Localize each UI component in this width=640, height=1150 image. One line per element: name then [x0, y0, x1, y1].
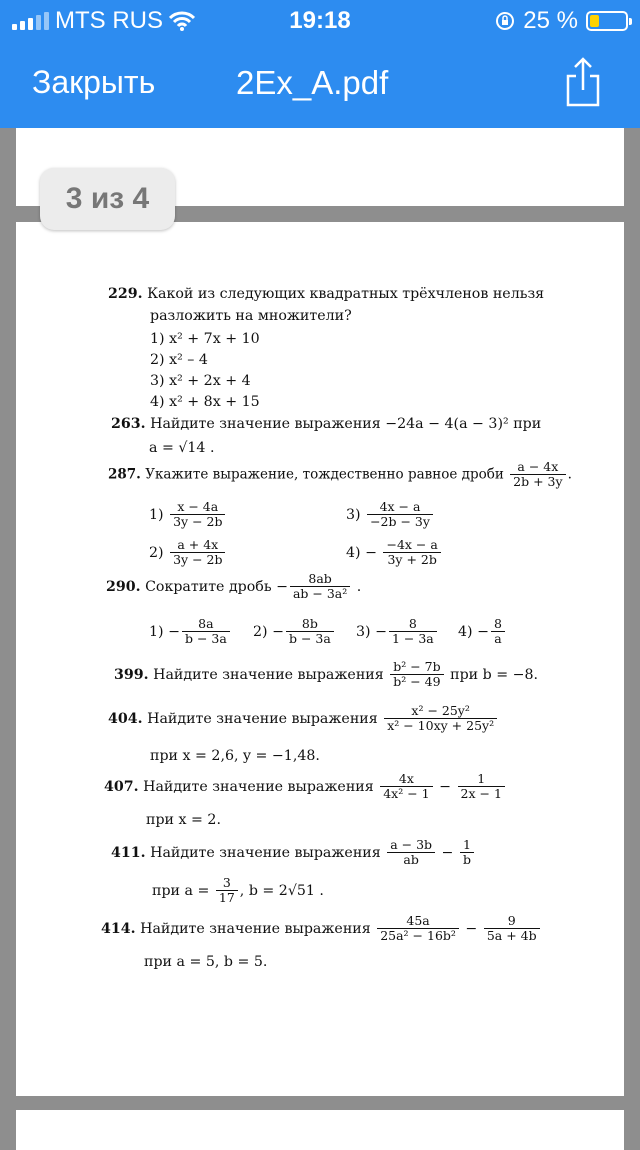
fraction-denominator: 5a + 4b [486, 928, 537, 944]
problem-number: 229. [108, 286, 143, 302]
answer-option: 3) x² + 2x + 4 [150, 373, 251, 389]
battery-percent: 25 % [523, 7, 578, 34]
clock: 19:18 [289, 7, 351, 34]
fraction-numerator: 8 [389, 617, 437, 632]
fraction-numerator: x² − 25y² [384, 704, 497, 719]
problem-text: Найдите значение выражения −24a − 4(a − 3)² при [150, 416, 542, 432]
option-label: 3) − [356, 623, 387, 640]
battery-fill [590, 15, 599, 27]
problem-number: 414. [101, 920, 136, 937]
problem-text: Найдите значение выражения [143, 778, 374, 795]
status-bar [0, 0, 640, 40]
fraction-numerator: 8 [491, 617, 505, 632]
option-label: 1) [149, 506, 164, 523]
option-label: 2) [149, 544, 164, 561]
next-page[interactable] [16, 1110, 624, 1150]
fraction-numerator: 8a [182, 617, 230, 632]
option-label: 4) − [346, 544, 377, 561]
fraction-numerator: 1 [460, 838, 474, 853]
problem-number: 263. [111, 416, 146, 432]
problem-number: 404. [108, 710, 143, 727]
fraction-denominator: ab [403, 852, 419, 868]
nav-bar [0, 40, 640, 128]
pdf-page[interactable]: 229. Какой из следующих квадратных трёхчленов нельзя разложить на множители? 1) x² + 7x + 10 2) x² – 4 3) x² + 2x + 4 4) x² + 8x + 15 263. Найдите значение выражения −24a − 4(a − 3)² при a = √14 . 287. Укажите выражение, тождественно равное дроби $\frac{a - 4x}{2b + 3y}$ . 1) $\frac{x - 4a}{3y - 2b}$ 3) $\frac{4x - a}{-2b - 3y}$ 2) $\frac{a + 4x}{3y - 2b}$ 4) − $\frac{-4x - a}{3y + 2b}$ 290. Сократите дробь − $\frac{8ab}{\text{ab − 3a²}}$ . 1) − $\frac{8a}{b - 3a}$ 2) − $\frac{8b}{b - 3a}$ 3) − $\frac{8}{1 - 3a}$ 4) − $\frac{8}{a}$ 399. Найдите значение выражения $\frac{\text{b² − 7b}}{\text{b² − 49}}$ при b = −8. 404. Найдите значение выражения $\frac{\text{x² − 25y²}}{\text{x² − 10xy + 25y²}}$ при x = 2,6, y = −1,48. 407. Найдите значение выражения $\frac{4x}{\text{4x² − 1}}$ − $\frac{1}{2x - 1}$ при x = 2. 411. Найдите значение выражения $\frac{a - 3b}{ab}$ − $\frac{1}{b}$ при a = $\frac{3}{17}$ , b = 2√51 . 414. Найдите значение выражения $\frac{45a}{\text{25a² − 16b²}}$ − $\frac{9}{5a + 4b}$ при a = 5, b = 5. [16, 222, 624, 1096]
problem-text: Какой из следующих квадратных трёхчленов нельзя [147, 286, 545, 302]
carrier-name: MTS RUS [55, 7, 163, 34]
battery-icon [586, 11, 628, 31]
problem-condition: a = √14 . [149, 440, 215, 456]
problem-text: разложить на множители? [150, 308, 352, 324]
fraction-numerator: b² − 7b [390, 660, 443, 675]
problem-number: 287. [108, 466, 141, 483]
fraction-numerator: 8b [286, 617, 334, 632]
fraction-numerator: x − 4a [170, 500, 225, 515]
problem-condition: , b = 2√51 . [239, 882, 324, 899]
orientation-lock-icon [495, 11, 515, 31]
fraction-denominator: 17 [218, 890, 235, 906]
problem-condition: при a = [152, 882, 210, 899]
answer-option: 2) x² – 4 [150, 352, 208, 368]
fraction-numerator: 9 [484, 914, 540, 929]
fraction-denominator: b − 3a [184, 631, 227, 647]
fraction-numerator: a − 3b [387, 838, 435, 853]
option-label: 1) − [149, 623, 180, 640]
fraction-denominator: 1 − 3a [391, 631, 434, 647]
fraction-denominator: 4x² − 1 [383, 786, 430, 802]
option-label: 2) − [253, 623, 284, 640]
fraction-denominator: 3y − 2b [173, 514, 223, 530]
close-button[interactable]: Закрыть [32, 64, 156, 100]
fraction-numerator: a − 4x [510, 460, 565, 475]
fraction-numerator: a + 4x [170, 538, 225, 553]
fraction-numerator: 4x [380, 772, 432, 787]
fraction-denominator: 3y + 2b [387, 552, 437, 568]
problem-text: Найдите значение выражения [150, 844, 381, 861]
problem-text: Найдите значение выражения [147, 710, 378, 727]
answer-option: 1) x² + 7x + 10 [150, 331, 260, 347]
problem-text: Укажите выражение, тождественно равное дроби [145, 466, 504, 483]
option-label: 3) [346, 506, 361, 523]
fraction-denominator: 2b + 3y [513, 474, 563, 490]
fraction-denominator: x² − 10xy + 25y² [387, 718, 495, 734]
fraction-denominator: −2b − 3y [370, 514, 430, 530]
fraction-denominator: b [462, 852, 471, 868]
fraction-denominator: ab − 3a² [292, 586, 348, 602]
problem-number: 411. [111, 844, 146, 861]
problem-number: 399. [114, 666, 149, 683]
problem-number: 407. [104, 778, 139, 795]
document-title: 2Ex_A.pdf [236, 64, 389, 101]
fraction-numerator: 8ab [290, 572, 350, 587]
problem-condition: при x = 2. [146, 812, 221, 828]
fraction-denominator: 2x − 1 [460, 786, 502, 802]
answer-option: 4) x² + 8x + 15 [150, 394, 260, 410]
page-indicator: 3 из 4 [40, 168, 175, 230]
problem-condition: при b = −8. [450, 666, 539, 683]
problem-condition: при a = 5, b = 5. [144, 954, 268, 970]
fraction-denominator: 3y − 2b [173, 552, 223, 568]
fraction-numerator: 45a [377, 914, 459, 929]
fraction-numerator: 4x − a [367, 500, 433, 515]
fraction-numerator: 3 [216, 876, 238, 891]
fraction-numerator: −4x − a [383, 538, 440, 553]
problem-condition: при x = 2,6, y = −1,48. [150, 748, 320, 764]
problem-number: 290. [106, 578, 141, 595]
fraction-denominator: a [494, 631, 502, 647]
option-label: 4) − [458, 623, 489, 640]
fraction-numerator: 1 [458, 772, 505, 787]
problem-text: Найдите значение выражения [153, 666, 384, 683]
share-icon[interactable] [563, 56, 603, 108]
fraction-denominator: b² − 49 [393, 674, 441, 690]
problem-text: Найдите значение выражения [140, 920, 371, 937]
battery-group [495, 7, 628, 35]
problem-text: Сократите дробь − [145, 578, 288, 595]
fraction-denominator: b − 3a [288, 631, 331, 647]
fraction-denominator: 25a² − 16b² [380, 928, 456, 944]
